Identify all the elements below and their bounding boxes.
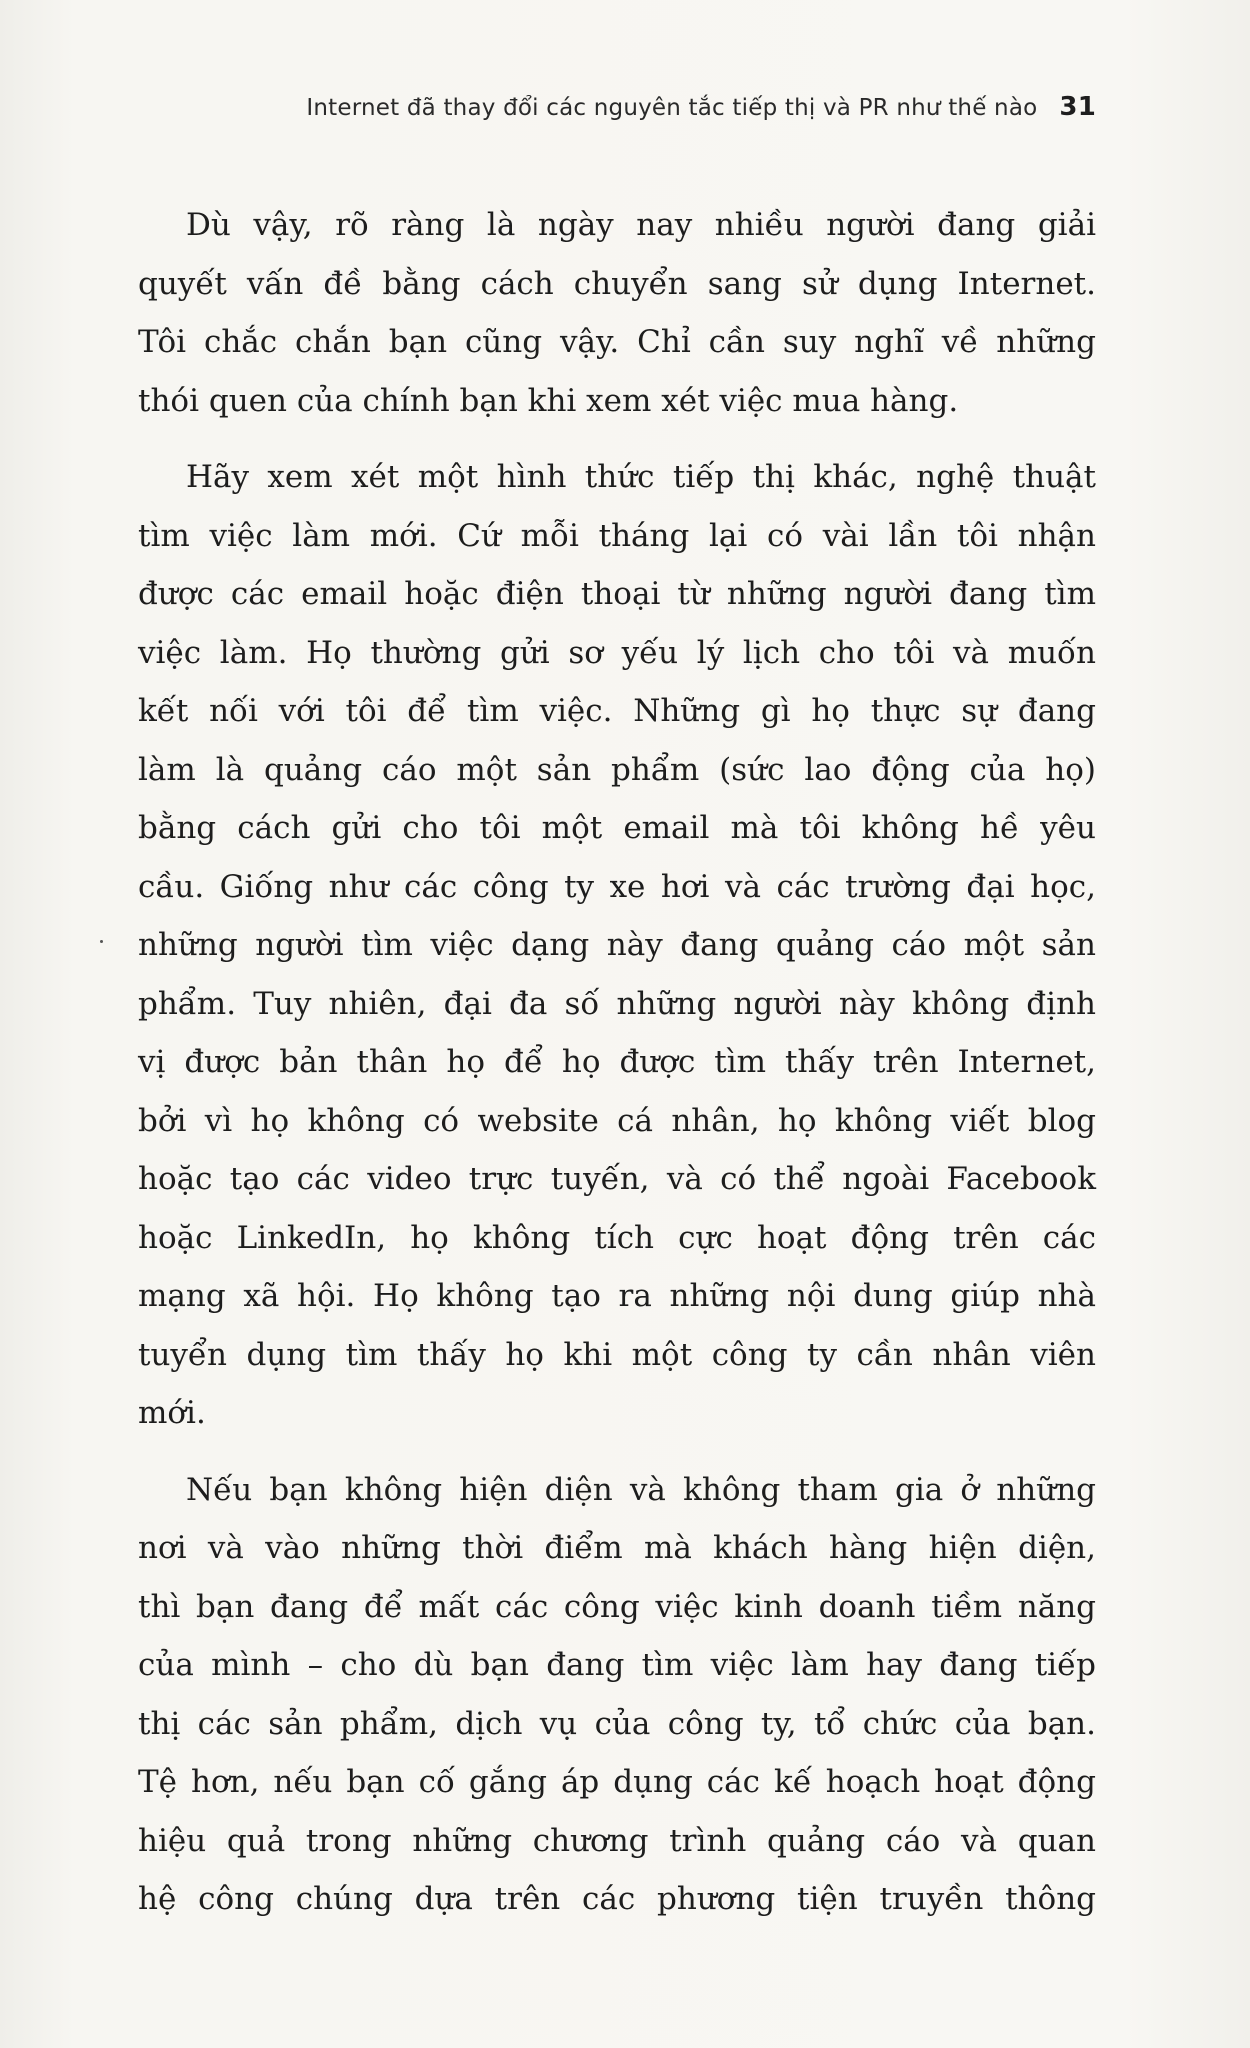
print-speck [100, 940, 103, 943]
text-line: vị được bản thân họ để họ được tìm thấy trên Internet, [138, 1044, 1096, 1080]
text-line: Tôi chắc chắn bạn cũng vậy. Chỉ cần suy nghĩ về những [138, 324, 1096, 360]
text-line: Nếu bạn không hiện diện và không tham gia ở những [186, 1471, 1096, 1508]
text-line: quyết vấn đề bằng cách chuyển sang sử dụng Internet. [138, 265, 1096, 302]
text-line: mạng xã hội. Họ không tạo ra những nội dung giúp nhà [138, 1278, 1096, 1314]
text-line: bằng cách gửi cho tôi một email mà tôi không hề yêu [138, 810, 1096, 846]
text-line: được các email hoặc điện thoại từ những người đang tìm [138, 576, 1096, 612]
text-line: bởi vì họ không có website cá nhân, họ không viết blog [138, 1102, 1096, 1139]
text-line: tuyển dụng tìm thấy họ khi một công ty cần nhân viên [138, 1336, 1096, 1373]
paragraph-1 [138, 196, 1096, 430]
text-line: cầu. Giống như các công ty xe hơi và các trường đại học, [138, 868, 1096, 905]
text-line: thị các sản phẩm, dịch vụ của công ty, tổ chức của bạn. [138, 1705, 1096, 1742]
paragraph-2 [138, 448, 1096, 1443]
text-line: làm là quảng cáo một sản phẩm (sức lao động của họ) [138, 751, 1096, 788]
page-number: 31 [1059, 92, 1096, 122]
text-line: kết nối với tôi để tìm việc. Những gì họ thực sự đang [138, 693, 1096, 729]
paragraph-3 [138, 1461, 1096, 1929]
text-line: của mình – cho dù bạn đang tìm việc làm hay đang tiếp [138, 1647, 1096, 1683]
text-line: thói quen của chính bạn khi xem xét việc mua hàng. [138, 382, 959, 419]
running-header [196, 92, 1096, 122]
text-line: hoặc LinkedIn, họ không tích cực hoạt động trên các [138, 1219, 1096, 1256]
text-line: phẩm. Tuy nhiên, đại đa số những người này không định [138, 985, 1096, 1022]
running-title: Internet đã thay đổi các nguyên tắc tiếp thị và PR như thế nào [306, 95, 1038, 121]
text-line: hiệu quả trong những chương trình quảng cáo và quan [138, 1822, 1096, 1859]
text-line: Tệ hơn, nếu bạn cố gắng áp dụng các kế hoạch hoạt động [138, 1764, 1096, 1800]
text-line: việc làm. Họ thường gửi sơ yếu lý lịch cho tôi và muốn [138, 634, 1096, 671]
text-line: hệ công chúng dựa trên các phương tiện truyền thông [138, 1881, 1096, 1917]
body-text [138, 196, 1096, 1947]
text-line: những người tìm việc dạng này đang quảng cáo một sản [138, 927, 1096, 963]
text-line: Dù vậy, rõ ràng là ngày nay nhiều người đang giải [186, 207, 1096, 243]
text-line: thì bạn đang để mất các công việc kinh doanh tiềm năng [138, 1588, 1096, 1625]
text-line: nơi và vào những thời điểm mà khách hàng hiện diện, [138, 1530, 1096, 1566]
text-line: tìm việc làm mới. Cứ mỗi tháng lại có vài lần tôi nhận [138, 517, 1096, 554]
text-line: Hãy xem xét một hình thức tiếp thị khác, nghệ thuật [186, 459, 1096, 495]
text-line: hoặc tạo các video trực tuyến, và có thể ngoài Facebook [138, 1161, 1096, 1197]
text-line: mới. [138, 1395, 206, 1431]
